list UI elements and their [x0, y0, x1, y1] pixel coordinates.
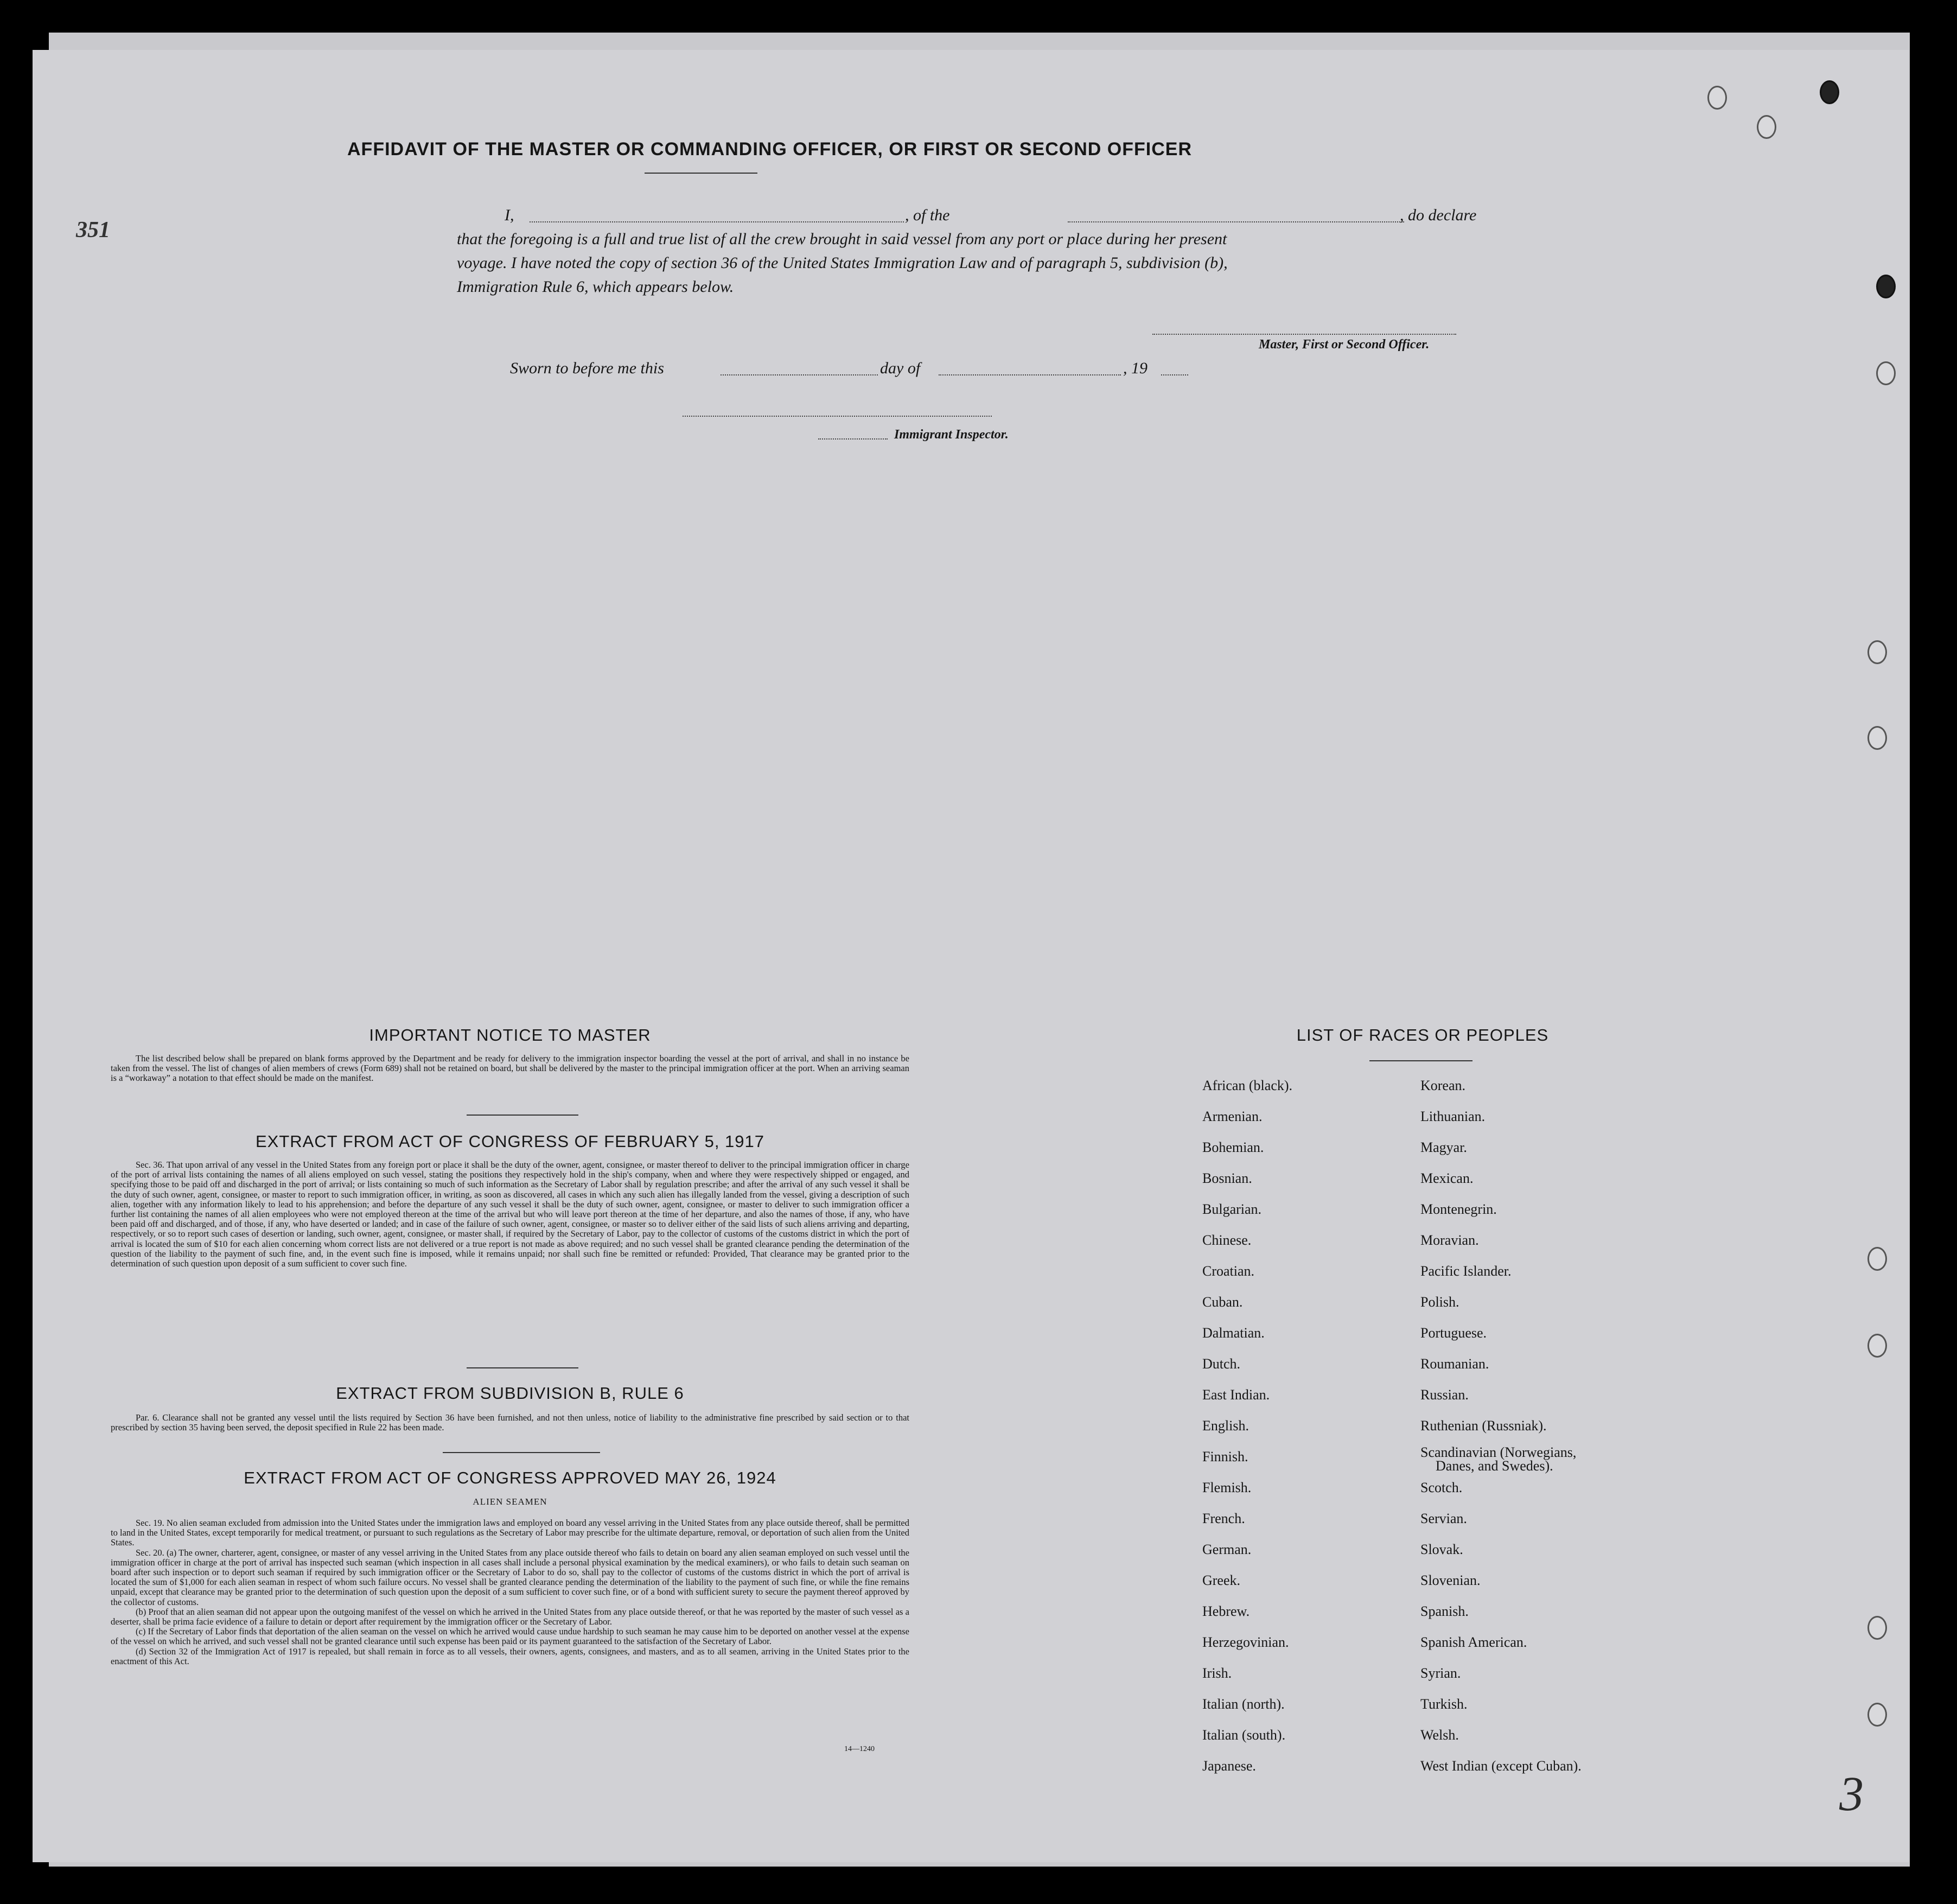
- inspector-name-blank[interactable]: [818, 438, 888, 440]
- extract-rule6-title: EXTRACT FROM SUBDIVISION B, RULE 6: [336, 1384, 684, 1403]
- race-item: Hebrew.: [1202, 1603, 1250, 1619]
- extract-1924-title: EXTRACT FROM ACT OF CONGRESS APPROVED MAY 26, 1924: [244, 1468, 776, 1487]
- race-item: Bohemian.: [1202, 1139, 1264, 1155]
- punch-hole: [1876, 275, 1896, 298]
- race-item: German.: [1202, 1542, 1252, 1557]
- race-item: East Indian.: [1202, 1387, 1270, 1403]
- notice-title: IMPORTANT NOTICE TO MASTER: [369, 1026, 651, 1045]
- race-item: Cuban.: [1202, 1294, 1243, 1310]
- extract-1924-sec20c: (c) If the Secretary of Labor finds that deportation of the alien seaman on the vessel on which he arrived would cause undue hardship to such seaman he may cause him to be deported on another vessel at the expense of the vessel on which he arrived, and such vessel shall not be granted clearance until such expense has been paid or its payment guaranteed to the satisfaction of the Secretary of Labor.: [111, 1626, 909, 1647]
- extract-1917-text: Sec. 36. That upon arrival of any vessel in the United States from any foreign port or place it shall be the duty of the owner, agent, consignee, or master thereof to deliver to the principal immigration officer in charge of the port of arrival lists containing the names of all aliens employed on such vessel, stating the positions they respectively hold in the ship's company, when and where they were respectively shipped or engaged, and specifying those to be paid off and discharged in the port of arrival; or lists containing so much of such information as the Secretary of Labor shall by regulation prescribe; and after the arrival of any such vessel it shall be the duty of such owner, agent, consignee, or master to report to such immigration officer, in writing, as soon as discovered, all cases in which any such alien has illegally landed from the vessel, giving a description of such alien, together with any information likely to lead to his apprehension; and before the departure of any such vessel it shall be the duty of such owner, agent, consignee, or master to deliver to such immigration officer a further list containing the names of all alien employees who were not employed thereon at the time of the arrival but who will leave port thereon at the time of her departure, and also the names of those, if any, who have been paid off and discharged, and of those, if any, who have deserted or landed; and in case of the failure of such owner, agent, consignee, or master so to deliver either of the said lists of such aliens arriving and departing, respectively, or so to report such cases of desertion or landing, such owner, agent, consignee, or master shall, if required by the Secretary of Labor, pay to the collector of customs of the customs district in which the port of arrival is located the sum of $10 for each alien concerning whom correct lists are not delivered or a true report is not made as above required; and no such vessel shall be granted clearance pending the determination of the question of the liability to the payment of such fine, and, in the event such fine is imposed, while it remains unpaid; nor shall such fine be remitted or refunded: Provided, That clearance may be granted prior to the determination of such question upon deposit of a sum sufficient to cover such fine.: [111, 1160, 909, 1269]
- race-item: Turkish.: [1420, 1696, 1468, 1712]
- 1924-divider: [443, 1452, 600, 1453]
- name-blank[interactable]: [530, 221, 904, 222]
- extract-1917-title: EXTRACT FROM ACT OF CONGRESS OF FEBRUARY 5, 1917: [255, 1132, 765, 1151]
- punch-hole: [1867, 726, 1887, 750]
- handwritten-corner-mark: 3: [1839, 1767, 1864, 1821]
- affidavit-i: I,: [505, 206, 514, 224]
- race-item: Roumanian.: [1420, 1356, 1489, 1372]
- affidavit-title: AFFIDAVIT OF THE MASTER OR COMMANDING OFFICER, OR FIRST OR SECOND OFFICER: [347, 139, 1192, 160]
- race-item: Herzegovinian.: [1202, 1634, 1289, 1650]
- punch-hole: [1867, 1334, 1887, 1358]
- inspector-signature-line[interactable]: [683, 416, 992, 417]
- race-item: Russian.: [1420, 1387, 1469, 1403]
- extract-rule6-text: Par. 6. Clearance shall not be granted any vessel until the lists required by Section 36 have been furnished, and not then unless, notice of liability to the administrative fine prescribed by said section or to that prescribed by section 35 having been served, the deposit specified in Rule 22 has been made.: [111, 1412, 909, 1433]
- race-item: Finnish.: [1202, 1449, 1248, 1464]
- form-number: 14—1240: [844, 1745, 875, 1753]
- punch-hole: [1867, 1247, 1887, 1271]
- race-item: Portuguese.: [1420, 1325, 1487, 1341]
- race-item: Irish.: [1202, 1665, 1232, 1681]
- notice-text: The list described below shall be prepared on blank forms approved by the Department and be ready for delivery to the immigration inspector boarding the vessel at the port of arrival, and shall in no instance be taken from the vessel. The list of changes of alien members of crews (Form 689) shall not be retained on board, but shall be delivered by the master to the principal immigration officer at the port. When an arriving seaman is a “workaway” a notation to that effect should be made on the manifest.: [111, 1053, 909, 1084]
- extract-1924-body: [111, 1518, 909, 1666]
- day-blank[interactable]: [721, 374, 878, 375]
- sworn-label: Sworn to before me this: [510, 359, 664, 377]
- day-of-label: day of: [880, 359, 921, 377]
- notice-divider: [467, 1115, 578, 1116]
- punch-hole: [1757, 115, 1776, 139]
- affidavit-line1: [457, 206, 1499, 230]
- race-item: Polish.: [1420, 1294, 1459, 1310]
- race-item: Montenegrin.: [1420, 1201, 1497, 1217]
- master-signature-line[interactable]: [1152, 334, 1456, 335]
- extract-1924-sec19: Sec. 19. No alien seaman excluded from admission into the United States under the immigration laws and employed on board any vessel arriving in the United States from any place outside thereof, shall be permitted to land in the United States, except temporarily for medical treatment, or pursuant to such regulations as the Secretary of Labor may prescribe for the ultimate departure, removal, or deportation of such alien from the United States.: [111, 1518, 909, 1548]
- punch-hole: [1867, 1616, 1887, 1640]
- rule6-divider: [467, 1367, 578, 1368]
- race-item-continued: Danes, and Swedes).: [1436, 1458, 1553, 1474]
- race-item: Magyar.: [1420, 1139, 1467, 1155]
- punch-hole: [1867, 1703, 1887, 1727]
- race-item: Flemish.: [1202, 1480, 1252, 1495]
- race-item: Scandinavian (Norwegians,: [1420, 1444, 1577, 1460]
- race-item: Italian (north).: [1202, 1696, 1285, 1712]
- race-item: Ruthenian (Russniak).: [1420, 1418, 1547, 1434]
- vessel-blank[interactable]: [1068, 221, 1404, 222]
- race-item: Croatian.: [1202, 1263, 1255, 1279]
- year-blank[interactable]: [1161, 374, 1188, 375]
- race-item: Bosnian.: [1202, 1170, 1252, 1186]
- affidavit-do-declare: , do declare: [1400, 206, 1477, 224]
- race-item: French.: [1202, 1511, 1245, 1526]
- race-item: Syrian.: [1420, 1665, 1461, 1681]
- race-item: Dutch.: [1202, 1356, 1241, 1372]
- races-underline: [1369, 1060, 1472, 1061]
- race-item: Pacific Islander.: [1420, 1263, 1512, 1279]
- race-item: Chinese.: [1202, 1232, 1252, 1248]
- punch-hole: [1707, 86, 1727, 110]
- race-item: Scotch.: [1420, 1480, 1463, 1495]
- race-item: Lithuanian.: [1420, 1109, 1486, 1124]
- race-item: African (black).: [1202, 1078, 1293, 1093]
- race-item: Italian (south).: [1202, 1727, 1286, 1743]
- race-item: English.: [1202, 1418, 1249, 1434]
- extract-1924-subtitle: ALIEN SEAMEN: [473, 1497, 547, 1507]
- year-label: , 19: [1123, 359, 1148, 377]
- sworn-line: [510, 359, 1215, 381]
- race-item: Bulgarian.: [1202, 1201, 1262, 1217]
- affidavit-line4: Immigration Rule 6, which appears below.: [457, 278, 734, 296]
- title-underline: [645, 173, 757, 174]
- race-item: Dalmatian.: [1202, 1325, 1265, 1341]
- punch-hole: [1876, 361, 1896, 385]
- race-item: Slovenian.: [1420, 1572, 1481, 1588]
- handwritten-page-mark: 351: [76, 218, 110, 243]
- extract-1924-sec20a: Sec. 20. (a) The owner, charterer, agent, consignee, or master of any vessel arriving in the United States from any place outside thereof who fails to detain on board any alien seaman employed on such vessel until the immigration officer in charge at the port of arrival has inspected such seaman (which inspection in all cases shall include a personal physical examination by the medical examiners), or who fails to detain such seaman on board after such inspection or to deport such seaman if required by such immigration officer or the Secretary of Labor to do so, shall pay to the collector of customs of the customs district in which the port of arrival is located the sum of $1,000 for each alien seaman in respect of whom such failure occurs. No vessel shall be granted clearance pending the determination of the liability to the payment of such fine, or while the fine remains unpaid, except that clearance may be granted prior to the determination of such question upon the deposit of a sum sufficient to cover such fine, or of a bond with sufficient surety to secure the payment thereof approved by the collector of customs.: [111, 1547, 909, 1607]
- extract-1924-sec20d: (d) Section 32 of the Immigration Act of 1917 is repealed, but shall remain in force as to all vessels, their owners, agents, consignees, and masters, and as to all seamen, arriving in the United States prior to the enactment of this Act.: [111, 1646, 909, 1666]
- race-item: Mexican.: [1420, 1170, 1474, 1186]
- month-blank[interactable]: [939, 374, 1121, 375]
- master-label: Master, First or Second Officer.: [1259, 338, 1430, 352]
- race-item: Spanish.: [1420, 1603, 1469, 1619]
- affidavit-line2: that the foregoing is a full and true list of all the crew brought in said vessel from any port or place during her present: [457, 230, 1227, 248]
- affidavit-of-the: , of the: [905, 206, 950, 224]
- race-item: Servian.: [1420, 1511, 1467, 1526]
- inspector-label: Immigrant Inspector.: [894, 428, 1009, 442]
- punch-hole: [1820, 80, 1839, 104]
- race-item: Welsh.: [1420, 1727, 1459, 1743]
- race-item: Spanish American.: [1420, 1634, 1527, 1650]
- race-item: Japanese.: [1202, 1758, 1256, 1774]
- race-item: Korean.: [1420, 1078, 1466, 1093]
- punch-hole: [1867, 640, 1887, 664]
- race-item: Slovak.: [1420, 1542, 1463, 1557]
- affidavit-line3: voyage. I have noted the copy of section 36 of the United States Immigration Law and of paragraph 5, subdivision (b),: [457, 254, 1228, 272]
- race-item: West Indian (except Cuban).: [1420, 1758, 1582, 1774]
- races-title: LIST OF RACES OR PEOPLES: [1296, 1026, 1549, 1045]
- race-item: Moravian.: [1420, 1232, 1479, 1248]
- extract-1924-sec20b: (b) Proof that an alien seaman did not appear upon the outgoing manifest of the vessel on which he arrived in the United States from any place outside thereof, or that he was reported by the master of such vessel as a deserter, shall be prima facie evidence of a failure to detain or deport after requirement by the immigration officer or the Secretary of Labor.: [111, 1606, 909, 1627]
- race-item: Armenian.: [1202, 1109, 1263, 1124]
- race-item: Greek.: [1202, 1572, 1241, 1588]
